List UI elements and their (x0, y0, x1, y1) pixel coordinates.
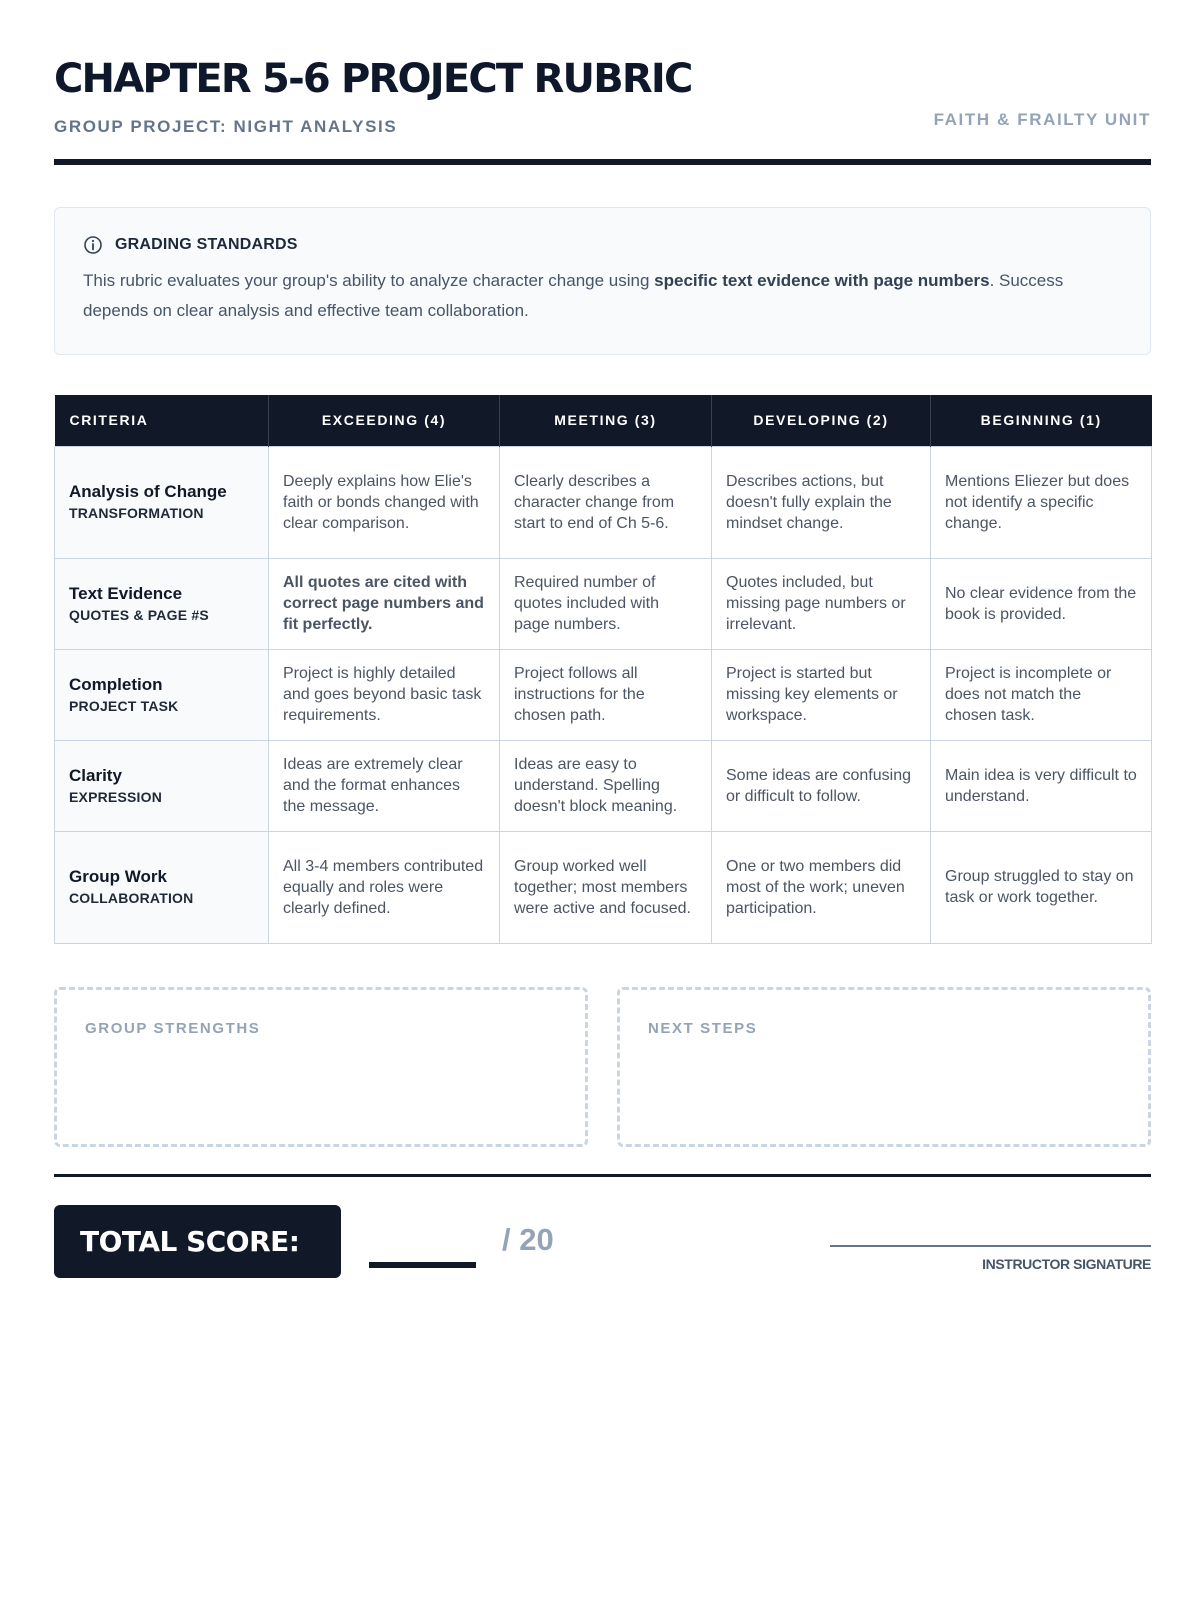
header (54, 0, 1151, 165)
footer-divider (54, 1174, 1151, 1177)
developing-cell: One or two members did most of the work; uneven participation. (712, 831, 931, 943)
next-steps-box[interactable] (617, 987, 1151, 1147)
criteria-name: Clarity (69, 765, 122, 785)
developing-cell: Project is started but missing key elements or workspace. (712, 649, 931, 740)
total-score-badge: TOTAL SCORE: (54, 1205, 341, 1278)
meeting-cell: Clearly describes a character change from start to end of Ch 5-6. (500, 446, 712, 558)
info-icon (83, 235, 103, 255)
score-blank-line[interactable] (369, 1262, 476, 1268)
developing-cell: Quotes included, but missing page numbers or irrelevant. (712, 558, 931, 649)
criteria-subtitle: QUOTES & PAGE #S (69, 606, 209, 623)
table-row (55, 649, 1152, 740)
beginning-cell: Mentions Eliezer but does not identify a specific change. (931, 446, 1152, 558)
meeting-cell: Group worked well together; most members were active and focused. (500, 831, 712, 943)
standards-text-intro: This rubric evaluates your group's ability to analyze character change using (83, 271, 655, 290)
column-header-beginning: BEGINNING (1) (931, 395, 1152, 446)
criteria-cell (55, 831, 269, 943)
criteria-name: Group Work (69, 867, 167, 886)
table-row (55, 558, 1152, 649)
grading-standards-text (83, 266, 1093, 326)
meeting-cell: Ideas are easy to understand. Spelling doesn't block meaning. (500, 740, 712, 831)
group-strengths-box[interactable] (54, 987, 588, 1147)
criteria-cell (55, 558, 269, 649)
criteria-name: Text Evidence (69, 583, 183, 603)
criteria-name: Completion (69, 674, 163, 694)
beginning-cell: Project is incomplete or does not match the chosen task. (931, 649, 1152, 740)
table-row (55, 740, 1152, 831)
column-header-meeting: MEETING (3) (500, 395, 712, 446)
criteria-subtitle: PROJECT TASK (69, 697, 179, 714)
exceeding-cell: Ideas are extremely clear and the format enhances the message. (269, 740, 500, 831)
criteria-cell (55, 740, 269, 831)
column-header-developing: DEVELOPING (2) (712, 395, 931, 446)
beginning-cell: Main idea is very difficult to understand. (931, 740, 1152, 831)
standards-text-emphasis: specific text evidence with page numbers (654, 271, 990, 290)
page-subtitle: GROUP PROJECT: NIGHT ANALYSIS (54, 117, 398, 136)
rubric-table (54, 395, 1152, 944)
table-header-row (55, 395, 1152, 446)
rubric-page (54, 0, 1151, 1272)
criteria-subtitle: COLLABORATION (69, 890, 194, 906)
criteria-subtitle: EXPRESSION (69, 788, 163, 805)
column-header-exceeding: EXCEEDING (4) (269, 395, 500, 446)
grading-standards-header (83, 234, 1122, 256)
developing-cell: Some ideas are confusing or difficult to follow. (712, 740, 931, 831)
criteria-cell (55, 649, 269, 740)
criteria-cell (55, 446, 269, 558)
grading-standards-panel (54, 207, 1151, 355)
exceeding-cell: All quotes are cited with correct page numbers and fit perfectly. (269, 558, 500, 649)
standards-text-outro: . Success depends on clear analysis and effective team collaboration. (83, 271, 1064, 320)
criteria-subtitle: TRANSFORMATION (69, 505, 204, 521)
criteria-name: Analysis of Change (69, 482, 227, 501)
grading-standards-title: GRADING STANDARDS (115, 236, 298, 253)
developing-cell: Describes actions, but doesn't fully explain the mindset change. (712, 446, 931, 558)
next-steps-label: NEXT STEPS (648, 1020, 758, 1037)
beginning-cell: Group struggled to stay on task or work together. (931, 831, 1152, 943)
column-header-criteria: CRITERIA (55, 395, 269, 446)
meeting-cell: Required number of quotes included with page numbers. (500, 558, 712, 649)
max-score: / 20 (502, 1222, 554, 1257)
signature-label: INSTRUCTOR SIGNATURE (982, 1256, 1151, 1272)
meeting-cell: Project follows all instructions for the chosen path. (500, 649, 712, 740)
page-title: CHAPTER 5-6 PROJECT RUBRIC (54, 56, 692, 102)
exceeding-cell: All 3-4 members contributed equally and roles were clearly defined. (269, 831, 500, 943)
signature-line[interactable] (830, 1245, 1151, 1247)
exceeding-cell: Project is highly detailed and goes beyond basic task requirements. (269, 649, 500, 740)
table-row (55, 446, 1152, 558)
beginning-cell: No clear evidence from the book is provided. (931, 558, 1152, 649)
group-strengths-label: GROUP STRENGTHS (85, 1020, 261, 1037)
unit-label: FAITH & FRAILTY UNIT (933, 110, 1151, 129)
exceeding-cell: Deeply explains how Elie's faith or bonds changed with clear comparison. (269, 446, 500, 558)
table-row (55, 831, 1152, 943)
